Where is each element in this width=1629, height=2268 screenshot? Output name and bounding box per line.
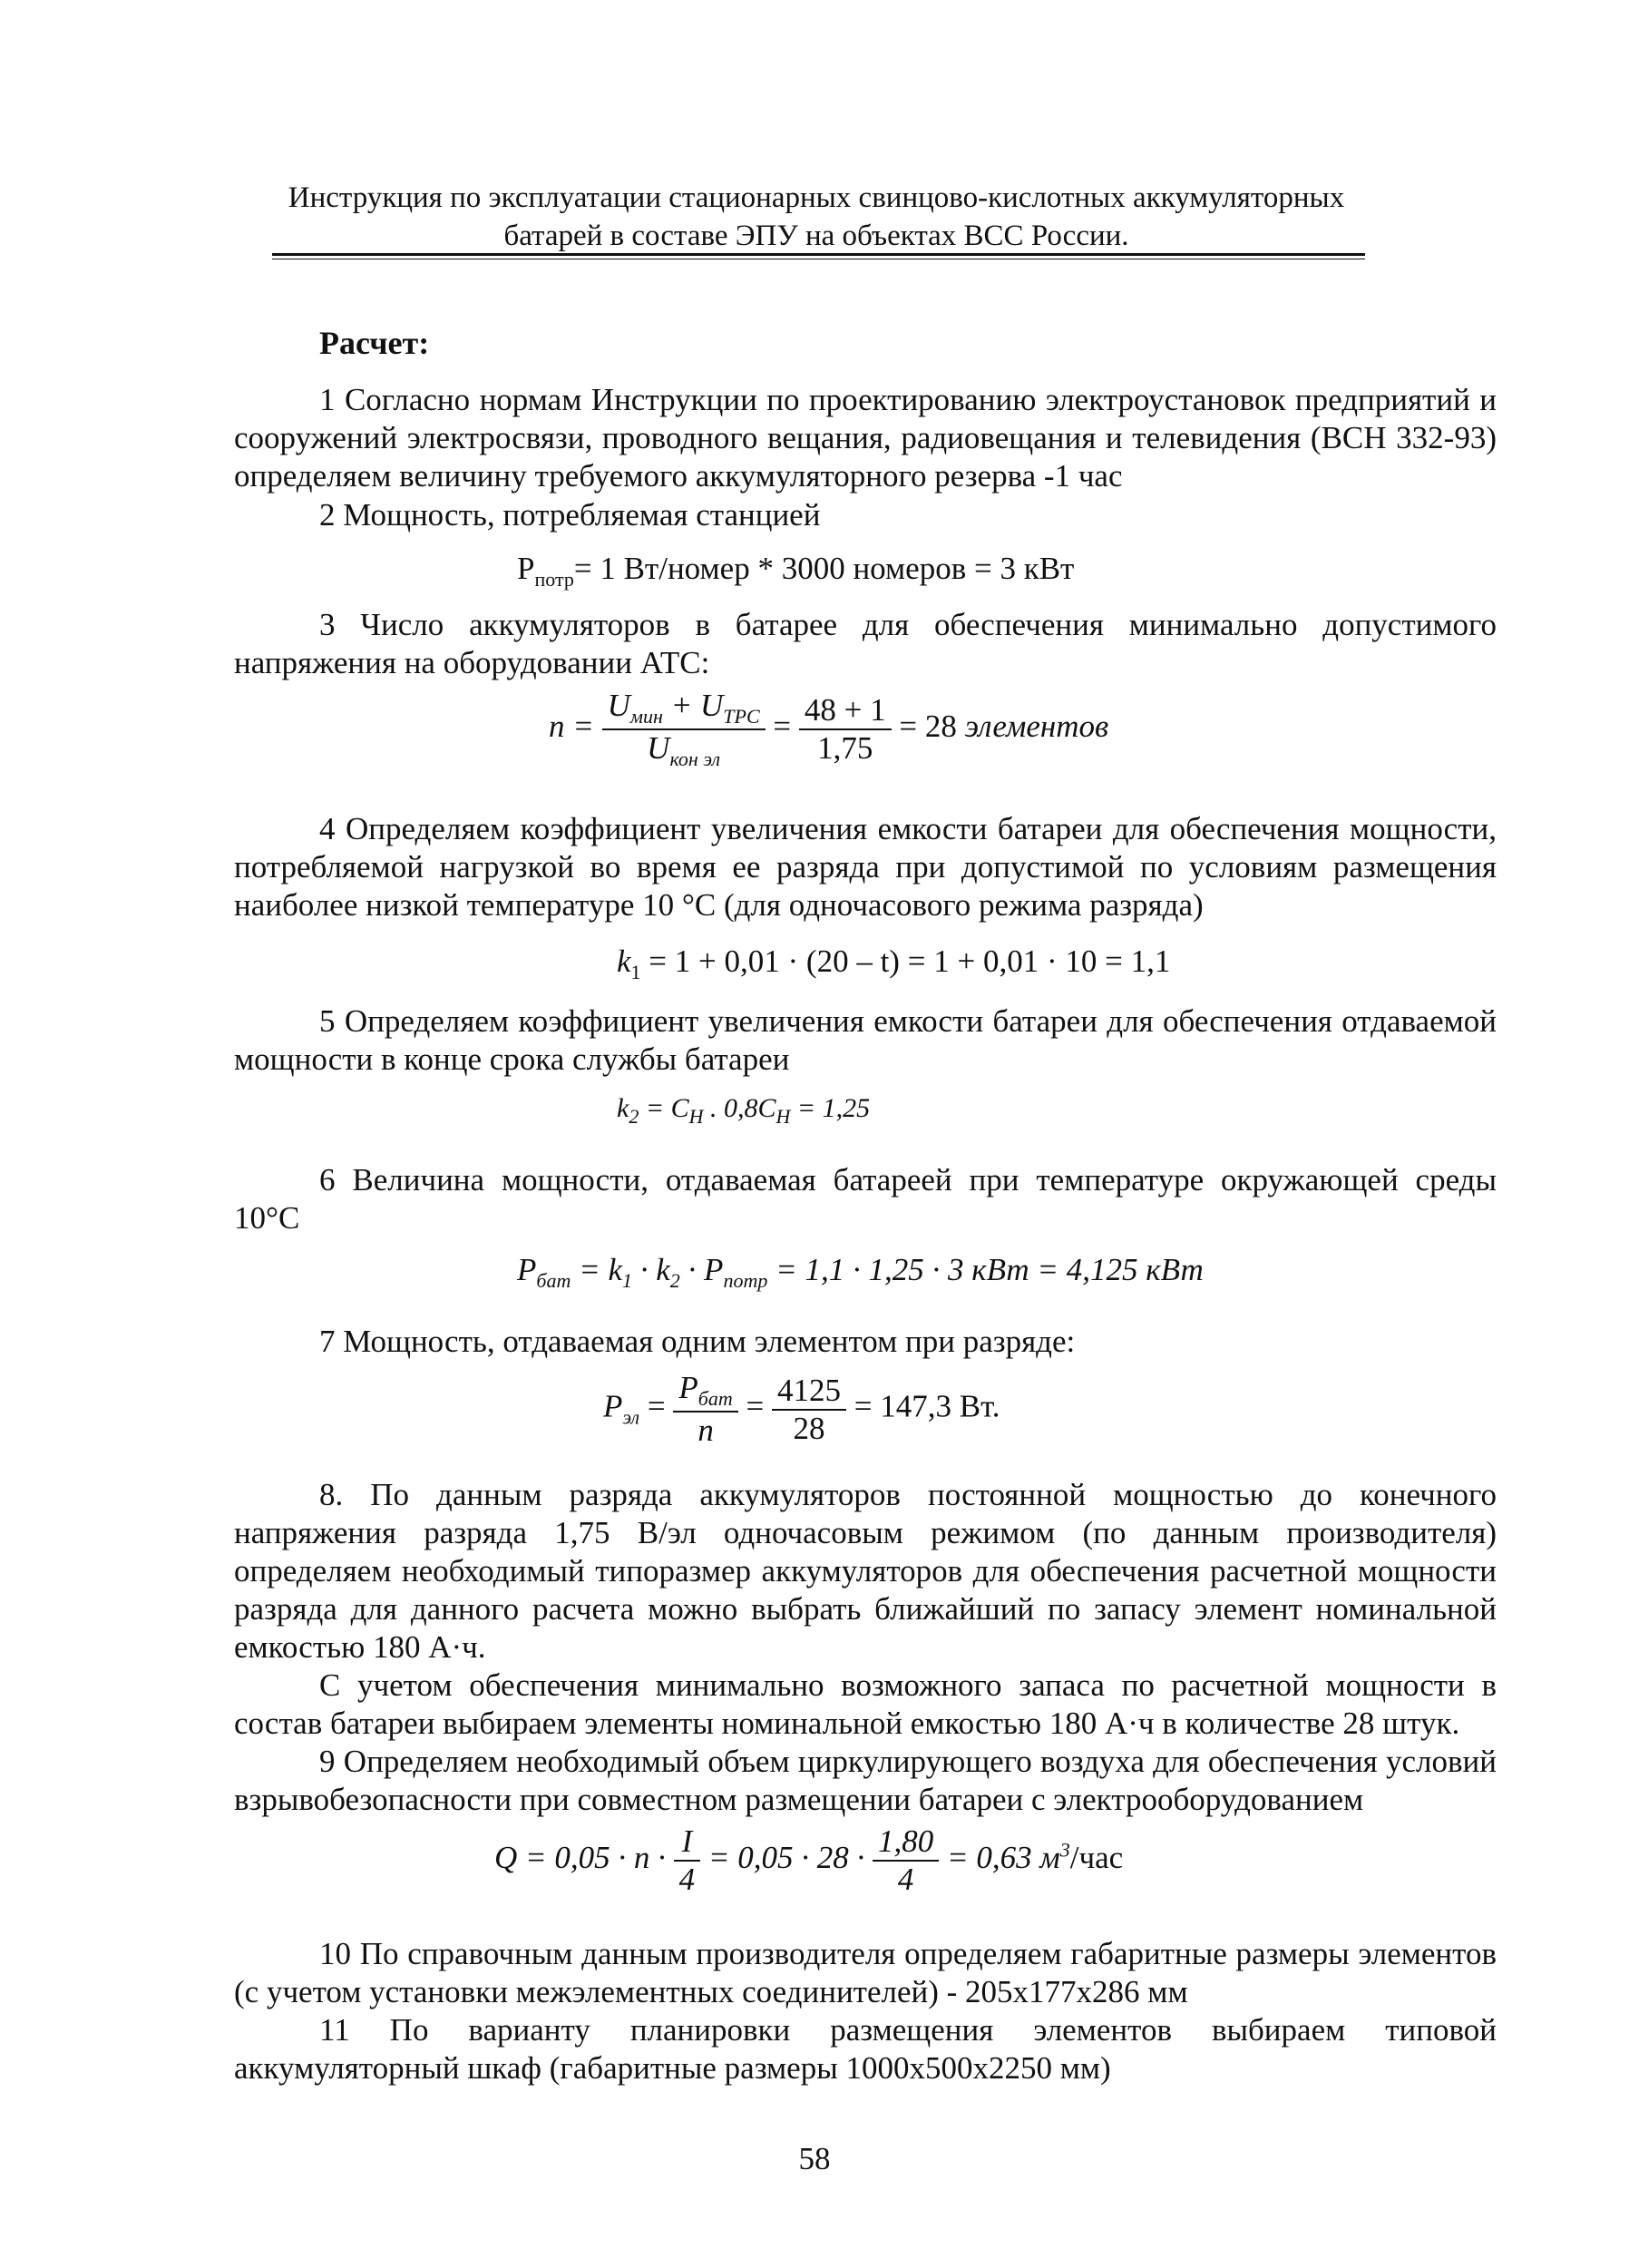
formula-6-num2: 4125 [772,1373,846,1411]
formula-2-num-sub2: ТРС [723,705,760,728]
paragraph-8: 8. По данным разряда аккумуляторов постоянной мощностью до конечного напряжения разряда 1,75 В/эл одночасовым режимом (по данным производителя) определяем необходимый типоразмер аккумуляторов для обеспечения расчетной мощности разряда для данного расчета можно выбрать ближайший по запасу элемент номинальной емкостью 180 А·ч. [234,1477,1497,1665]
section-title: Расчет: [319,325,430,361]
formula-k2 [617,1093,870,1129]
header-rule [272,253,1365,256]
formula-3-k: k [617,943,631,979]
paragraph-11: 11 По варианту планировки размещения элементов выбираем типовой аккумуляторный шкаф (габаритные размеры 1000х500х2250 мм) [234,2012,1497,2086]
paragraph-3: 3 Число аккумуляторов в батарее для обеспечения минимально допустимого напряжения на оборудовании АТС: [234,607,1497,680]
formula-6-psub: эл [622,1405,640,1429]
formula-air-volume [494,1823,1123,1898]
formula-5-dot: · k [632,1252,670,1287]
document-header-line1: Инструкция по эксплуатации стационарных свинцово-кислотных аккумуляторных [288,181,1345,214]
formula-5-s2: 2 [669,1269,680,1292]
formula-3-rest: = 1 + 0,01 · (20 – t) = 1 + 0,01 · 10 = 1,1 [640,943,1171,979]
formula-1-lhs: P [517,551,535,586]
formula-7-frac2 [873,1823,939,1898]
paragraph-9: 9 Определяем необходимый объем циркулирующего воздуха для обеспечения условий взрывобезопасности при совместном размещении батареи с электрооборудованием [234,1744,1497,1817]
formula-6-p: P [603,1388,623,1424]
formula-7-num2: 1,80 [873,1823,939,1862]
formula-6-result: = 147,3 Вт. [854,1388,1000,1424]
paragraph-10: 10 По справочным данным производителя определяем габаритные размеры элементов (с учетом установки межэлементных соединителей) - 205х177х286 мм [234,1936,1497,2009]
formula-2-den-sub: кон эл [669,748,721,770]
formula-7-sup: 3 [1059,1838,1070,1862]
formula-7-unit: /час [1069,1840,1124,1876]
formula-2-result: = 28 [899,709,957,745]
formula-3-sub: 1 [630,961,641,983]
formula-5-s1: 1 [622,1269,632,1292]
formula-2-num-u1: U [607,688,630,723]
formula-power-consumption [517,551,1074,591]
formula-4-sub2: Н [688,1105,704,1128]
formula-5-psub: бат [536,1269,571,1292]
paragraph-6-temperature: 10°С [234,1200,300,1236]
formula-2-frac1 [602,688,766,771]
formula-2-n: n = [549,709,594,745]
formula-4-result: = 1,25 [790,1093,871,1123]
formula-6-num1sub: бат [697,1387,733,1410]
formula-5-tail: = 1,1 · 1,25 · 3 кВт = 4,125 кВт [767,1252,1204,1287]
formula-2-den-u: U [647,730,670,766]
document-header-line2: батарей в составе ЭПУ на объектах ВСС России. [503,220,1129,252]
formula-6-eq: = [639,1388,666,1424]
formula-k1 [617,943,1170,984]
paragraph-6: 6 Величина мощности, отдаваемая батареей при температуре окружающей среды [319,1162,1497,1198]
formula-2-den2: 1,75 [817,730,873,766]
formula-5-s3: потр [723,1269,768,1292]
formula-battery-power [517,1252,1204,1293]
formula-7-q: Q = 0,05 · n · [494,1840,666,1876]
paragraph-2: 2 Мощность, потребляемая станцией [319,497,821,533]
paragraph-8-selection: С учетом обеспечения минимально возможного запаса по расчетной мощности в состав батареи выбираем элементы номинальной емкостью 180 А·ч в количестве 28 штук. [234,1667,1497,1741]
formula-1-rhs: = 1 Вт/номер * 3000 номеров = 3 кВт [573,551,1075,586]
formula-2-unit: элементов [964,709,1109,745]
formula-7-num1: I [674,1823,701,1862]
formula-6-num1: P [678,1370,698,1405]
page-number: 58 [798,2141,831,2176]
formula-4-mid: . 0,8C [703,1093,776,1123]
formula-2-num-sub1: мин [629,705,663,728]
formula-7-frac1 [674,1823,701,1898]
formula-5-dot2: · P [679,1252,724,1287]
formula-5-p: P [517,1252,537,1287]
formula-1-sub: потр [534,568,574,591]
formula-6-frac2 [772,1373,846,1447]
formula-2-eq: = [773,709,792,745]
formula-4-sub3: Н [775,1105,791,1128]
formula-2-num-plus: + U [662,688,724,723]
formula-7-mid: = 0,05 · 28 · [707,1840,865,1876]
formula-6-den1: n [697,1413,714,1448]
paragraph-7: 7 Мощность, отдаваемая одним элементом при разряде: [319,1324,1076,1359]
formula-2-num2: 48 + 1 [799,692,892,730]
paragraph-1: 1 Согласно нормам Инструкции по проектированию электроустановок предприятий и сооружений электросвязи, проводного вещания, радиовещания и телевидения (ВСН 332-93) определяем величину требуемого аккумуляторного резерва -1 час [234,382,1497,494]
formula-4-k: k [617,1093,629,1123]
paragraph-4: 4 Определяем коэффициент увеличения емкости батареи для обеспечения мощности, потребляемой нагрузкой во время ее разряда при допустимой по условиям размещения наиболее низкой температуре 10 °С (для одночасового режима разряда) [234,811,1497,923]
formula-6-frac1 [673,1370,737,1449]
formula-7-den1: 4 [678,1862,696,1897]
formula-4-eq: = C [639,1093,689,1123]
formula-2-frac2 [799,692,892,767]
formula-cell-power [603,1370,1000,1449]
formula-7-den2: 4 [897,1862,914,1897]
formula-5-eq: = k [571,1252,622,1287]
formula-4-sub: 2 [629,1105,639,1128]
formula-6-eq2: = [746,1388,765,1424]
formula-cell-count [549,688,1108,771]
formula-7-result: = 0,63 м [947,1840,1060,1876]
formula-6-den2: 28 [793,1410,825,1446]
paragraph-5: 5 Определяем коэффициент увеличения емкости батареи для обеспечения отдаваемой мощности в конце срока службы батареи [234,1003,1497,1077]
